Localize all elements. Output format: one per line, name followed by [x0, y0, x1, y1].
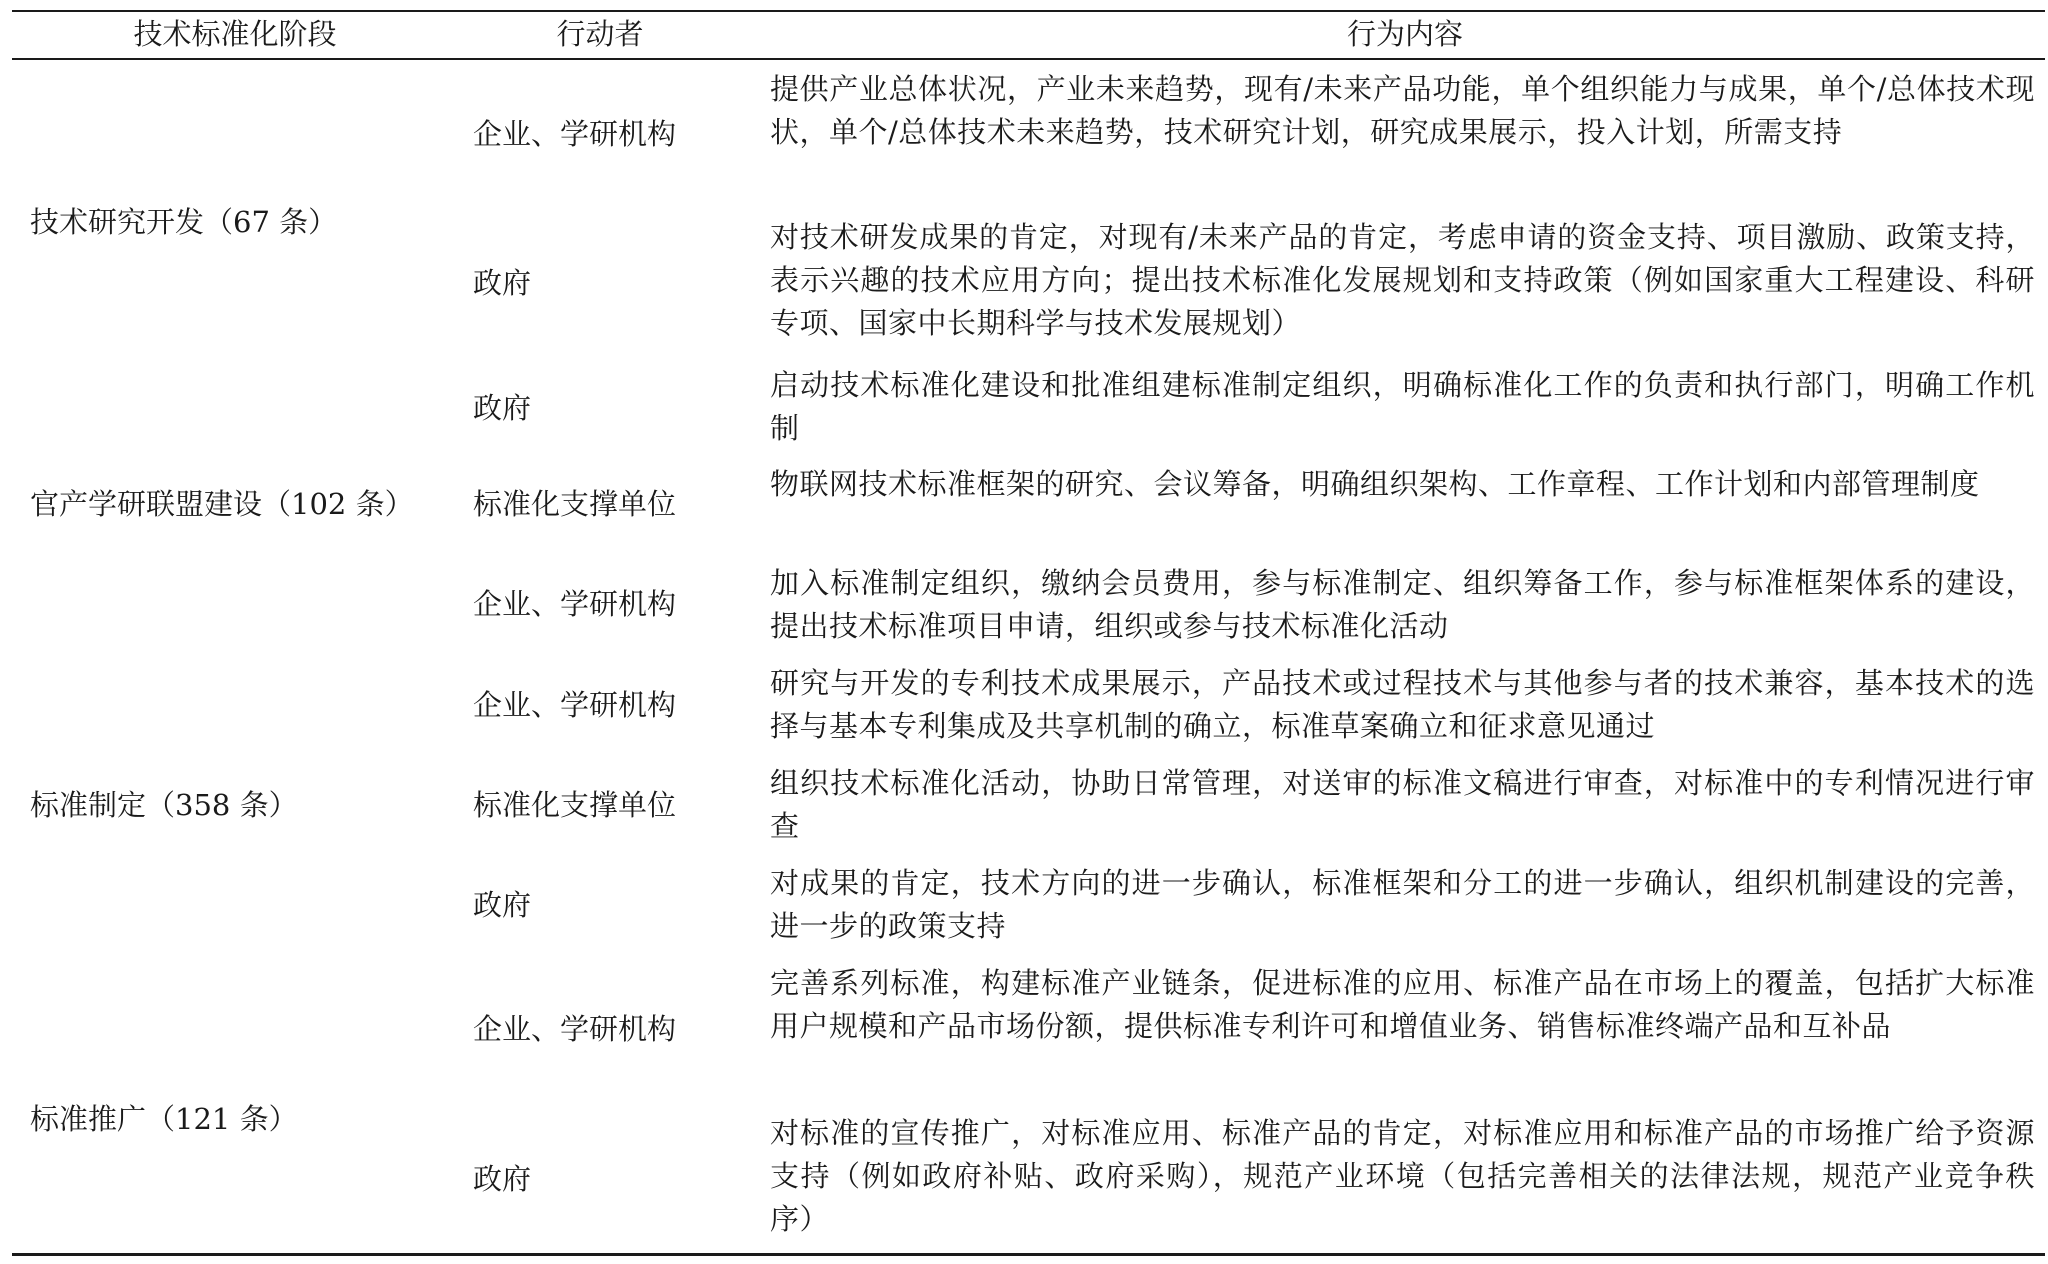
row-2-content: 对技术研发成果的肯定，对现有/未来产品的肯定，考虑申请的资金支持、项目激励、政策支持，表示兴趣的技术应用方向；提出技术标准化发展规划和支持政策（例如国家重大工程建设、科研专项、国家中长期科学与技术发展规划）	[770, 220, 2035, 340]
row-4-content: 物联网技术标准框架的研究、会议筹备，明确组织架构、工作章程、工作计划和内部管理制度	[770, 467, 1980, 501]
row-10-actor: 政府	[473, 1162, 532, 1196]
stage-research: 技术研究开发（67 条）	[30, 205, 338, 239]
row-3-actor: 政府	[473, 391, 532, 425]
header-stage: 技术标准化阶段	[133, 17, 337, 51]
row-7-content: 组织技术标准化活动，协助日常管理，对送审的标准文稿进行审查，对标准中的专利情况进行审查	[770, 766, 2035, 843]
table-bottom-rule	[12, 1253, 2045, 1256]
header-content: 行为内容	[1346, 17, 1463, 51]
row-9-actor: 企业、学研机构	[473, 1012, 677, 1046]
stage-promotion: 标准推广（121 条）	[30, 1102, 298, 1136]
row-7-actor: 标准化支撑单位	[473, 788, 677, 822]
row-6-actor: 企业、学研机构	[473, 688, 677, 722]
row-2-actor: 政府	[473, 266, 532, 300]
stage-formulation: 标准制定（358 条）	[30, 788, 298, 822]
row-8-actor: 政府	[473, 888, 532, 922]
row-10-content: 对标准的宣传推广，对标准应用、标准产品的肯定，对标准应用和标准产品的市场推广给予资源支持（例如政府补贴、政府采购），规范产业环境（包括完善相关的法律法规，规范产业竞争秩序）	[770, 1116, 2035, 1236]
row-1-actor: 企业、学研机构	[473, 117, 677, 151]
row-4-actor: 标准化支撑单位	[473, 487, 677, 521]
table-top-rule	[12, 10, 2045, 12]
row-5-content: 加入标准制定组织，缴纳会员费用，参与标准制定、组织筹备工作，参与标准框架体系的建设，提出技术标准项目申请，组织或参与技术标准化活动	[770, 566, 2035, 643]
stage-alliance: 官产学研联盟建设（102 条）	[30, 487, 414, 521]
row-8-content: 对成果的肯定，技术方向的进一步确认，标准框架和分工的进一步确认，组织机制建设的完善，进一步的政策支持	[770, 866, 2035, 943]
table-header-rule	[12, 58, 2045, 60]
row-6-content: 研究与开发的专利技术成果展示，产品技术或过程技术与其他参与者的技术兼容，基本技术的选择与基本专利集成及共享机制的确立，标准草案确立和征求意见通过	[770, 666, 2035, 743]
row-9-content: 完善系列标准，构建标准产业链条，促进标准的应用、标准产品在市场上的覆盖，包括扩大标准用户规模和产品市场份额，提供标准专利许可和增值业务、销售标准终端产品和互补品	[770, 966, 2035, 1043]
row-5-actor: 企业、学研机构	[473, 587, 677, 621]
row-1-content: 提供产业总体状况，产业未来趋势，现有/未来产品功能，单个组织能力与成果，单个/总体技术现状，单个/总体技术未来趋势，技术研究计划，研究成果展示，投入计划，所需支持	[770, 72, 2035, 149]
row-3-content: 启动技术标准化建设和批准组建标准制定组织，明确标准化工作的负责和执行部门，明确工作机制	[770, 368, 2035, 445]
header-actor: 行动者	[556, 17, 644, 51]
